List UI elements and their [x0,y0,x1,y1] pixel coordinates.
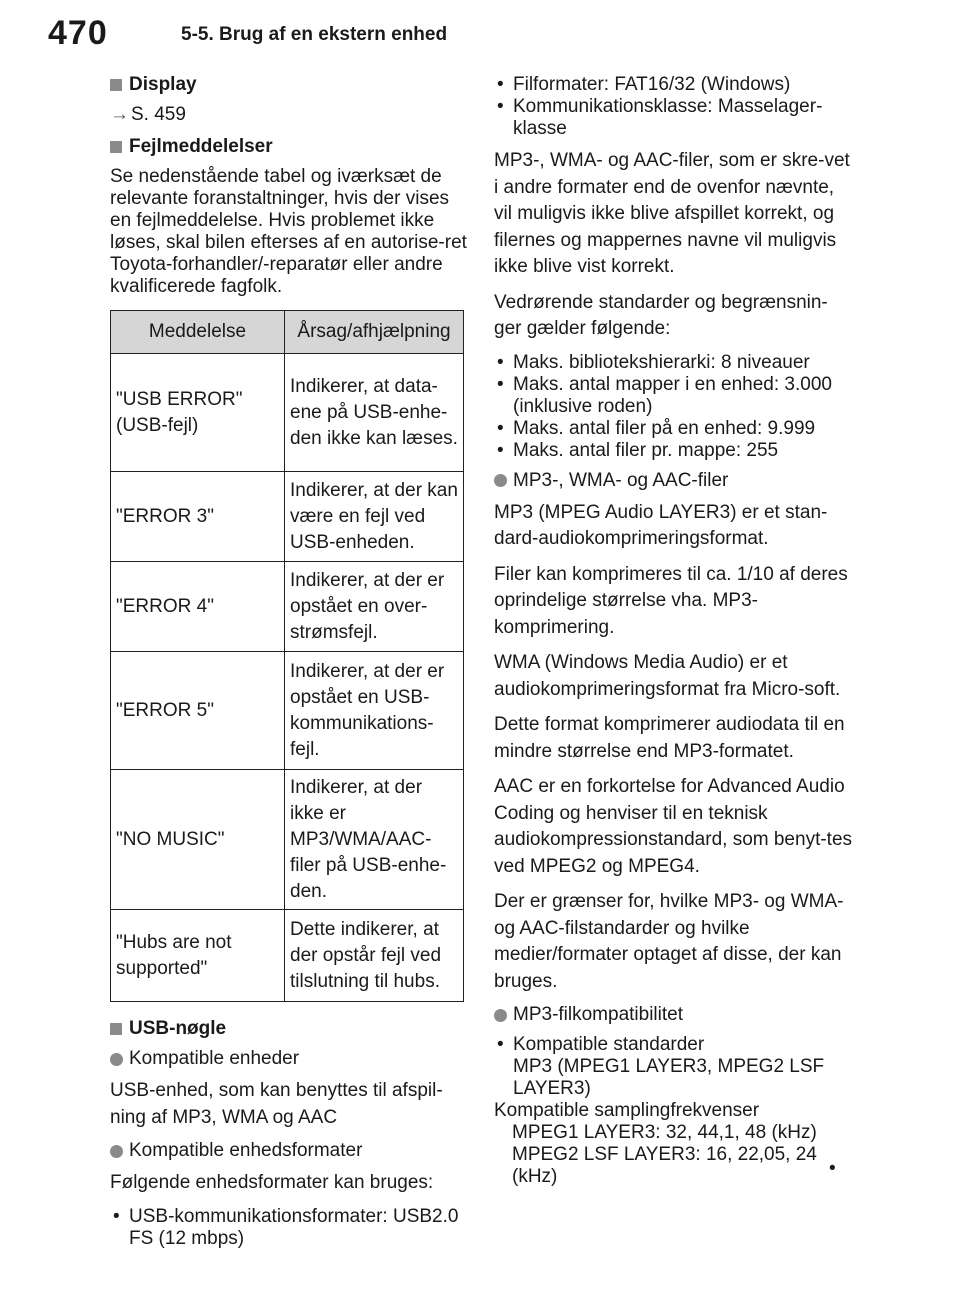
compat-std-value: MP3 (MPEG1 LAYER3, MPEG2 LSF LAYER3) [513,1056,825,1099]
cause-cell: Indikerer, at der er opstået en over-strømsfejl. [285,562,464,652]
circle-bullet-icon [494,474,507,487]
message-cell: "ERROR 3" [111,472,285,562]
page-number: 470 [48,14,108,52]
wma-size-text: Dette format komprimerer audiodata til en mindre størrelse end MP3-formatet. [494,714,845,762]
cause-cell: Indikerer, at der er opstået en USB-kommunikations-fejl. [285,652,464,770]
sampling-label: Kompatible samplingfrekvenser [494,1100,760,1121]
section-title: 5-5. Brug af en ekstern enhed [181,24,448,45]
message-cell: "ERROR 5" [111,652,285,770]
limits-list [494,352,854,462]
page-header [0,0,960,70]
format-limits-text: Der er grænser for, hvilke MP3- og WMA- og AAC-filstandarder og hvilke medier/formater optaget af disse, der kan bruges. [494,891,844,992]
compat-std-list [494,1034,854,1100]
square-bullet-icon [110,79,122,91]
cause-cell: Indikerer, at der ikke er MP3/WMA/AAC-filer på USB-enhe-den. [285,770,464,910]
list-item [494,1034,854,1100]
table-row [111,472,464,562]
formats-list-left [110,1206,470,1250]
left-column [110,74,470,1258]
message-cell: "USB ERROR" (USB-fejl) [111,354,285,472]
message-cell: "ERROR 4" [111,562,285,652]
aac-text: AAC er en forkortelse for Advanced Audio Coding og henviser til en teknisk audiokompressionstandard, som benyt-tes ved MPEG2 og MPEG4. [494,776,853,877]
compat-formats-heading: Kompatible enhedsformater [110,1140,470,1162]
compat-devices-text: USB-enhed, som kan benyttes til afspil-ning af MP3, WMA og AAC [110,1080,443,1128]
compat-devices-heading: Kompatible enheder [110,1048,470,1070]
list-item: • USB-kommunikationsformater: USB2.0 FS (12 mbps) [110,1206,470,1250]
errors-heading: Fejlmeddelelser [110,136,470,158]
table-row [111,652,464,770]
formats-list-right [494,74,854,140]
compat-formats-text: Følgende enhedsformater kan bruges: [110,1172,434,1193]
circle-bullet-icon [110,1053,123,1066]
cause-cell: Indikerer, at der kan være en fejl ved USB-enheden. [285,472,464,562]
list-item: • Maks. antal mapper i en enhed: 3.000 (inklusive roden) [494,374,854,418]
circle-bullet-icon [110,1145,123,1158]
limits-intro: Vedrørende standarder og begrænsnin-ger gælder følgende: [494,291,828,339]
files-text: MP3-, WMA- og AAC-filer, som er skre-vet i andre formater end de ovenfor nævnte, vil muligvis ikke blive afspillet korrekt, og filernes og mappernes navne vil muligvis ikke blive vist korrekt. [494,150,850,277]
table-header-row [111,311,464,354]
sampling-mpeg1: MPEG1 LAYER3: 32, 44,1, 48 (kHz) [512,1122,817,1143]
compress-text: Filer kan komprimeres til ca. 1/10 af deres oprindelige størrelse vha. MP3-komprimering. [494,563,848,638]
list-item: • Maks. antal filer på en enhed: 9.999 [494,418,854,440]
list-item: • Filformater: FAT16/32 (Windows) [494,74,854,96]
list-item: • Maks. antal filer pr. mappe: 255 [494,440,854,462]
audio-heading: MP3-, WMA- og AAC-filer [494,470,854,492]
cause-cell: Indikerer, at data-ene på USB-enhe-den ikke kan læses. [285,354,464,472]
right-column [494,74,854,1188]
table-row [111,910,464,1002]
square-bullet-icon [110,141,122,153]
display-reference[interactable]: → S. 459 [110,104,186,125]
table-header-cause: Årsag/afhjælpning [285,311,464,354]
table-row [111,770,464,910]
error-table [110,310,464,1002]
wma-text: WMA (Windows Media Audio) er et audiokomprimeringsformat fra Micro-soft. [494,652,841,700]
square-bullet-icon [110,1023,122,1035]
table-row [111,354,464,472]
table-row [111,562,464,652]
arrow-right-icon: → [110,104,129,125]
compat-std-label: Kompatible standarder [513,1034,705,1055]
display-heading: Display [110,74,470,96]
message-cell: "NO MUSIC" [111,770,285,910]
compat-heading: MP3-filkompatibilitet [494,1004,854,1026]
mp3-text: MP3 (MPEG Audio LAYER3) er et stan-dard-audiokomprimeringsformat. [494,501,828,549]
message-cell: "Hubs are not supported" [111,910,285,1002]
footer-bullet: • [829,1158,836,1179]
table-header-message: Meddelelse [111,311,285,354]
cause-cell: Dette indikerer, at der opstår fejl ved tilslutning til hubs. [285,910,464,1002]
list-item: • Kommunikationsklasse: Masselager-klasse [494,96,854,140]
usb-heading: USB-nøgle [110,1018,470,1040]
sampling-mpeg2: MPEG2 LSF LAYER3: 16, 22,05, 24 (kHz) [512,1144,817,1187]
errors-intro: Se nedenstående tabel og iværksæt de relevante foranstaltninger, hvis der vises en fejlmeddelelse. Hvis problemet ikke løses, skal bilen efterses af en autorise-ret Toyota-forhandler/-reparatør eller andre kvalificerede fagfolk. [110,166,467,297]
circle-bullet-icon [494,1009,507,1022]
list-item: • Maks. bibliotekshierarki: 8 niveauer [494,352,854,374]
